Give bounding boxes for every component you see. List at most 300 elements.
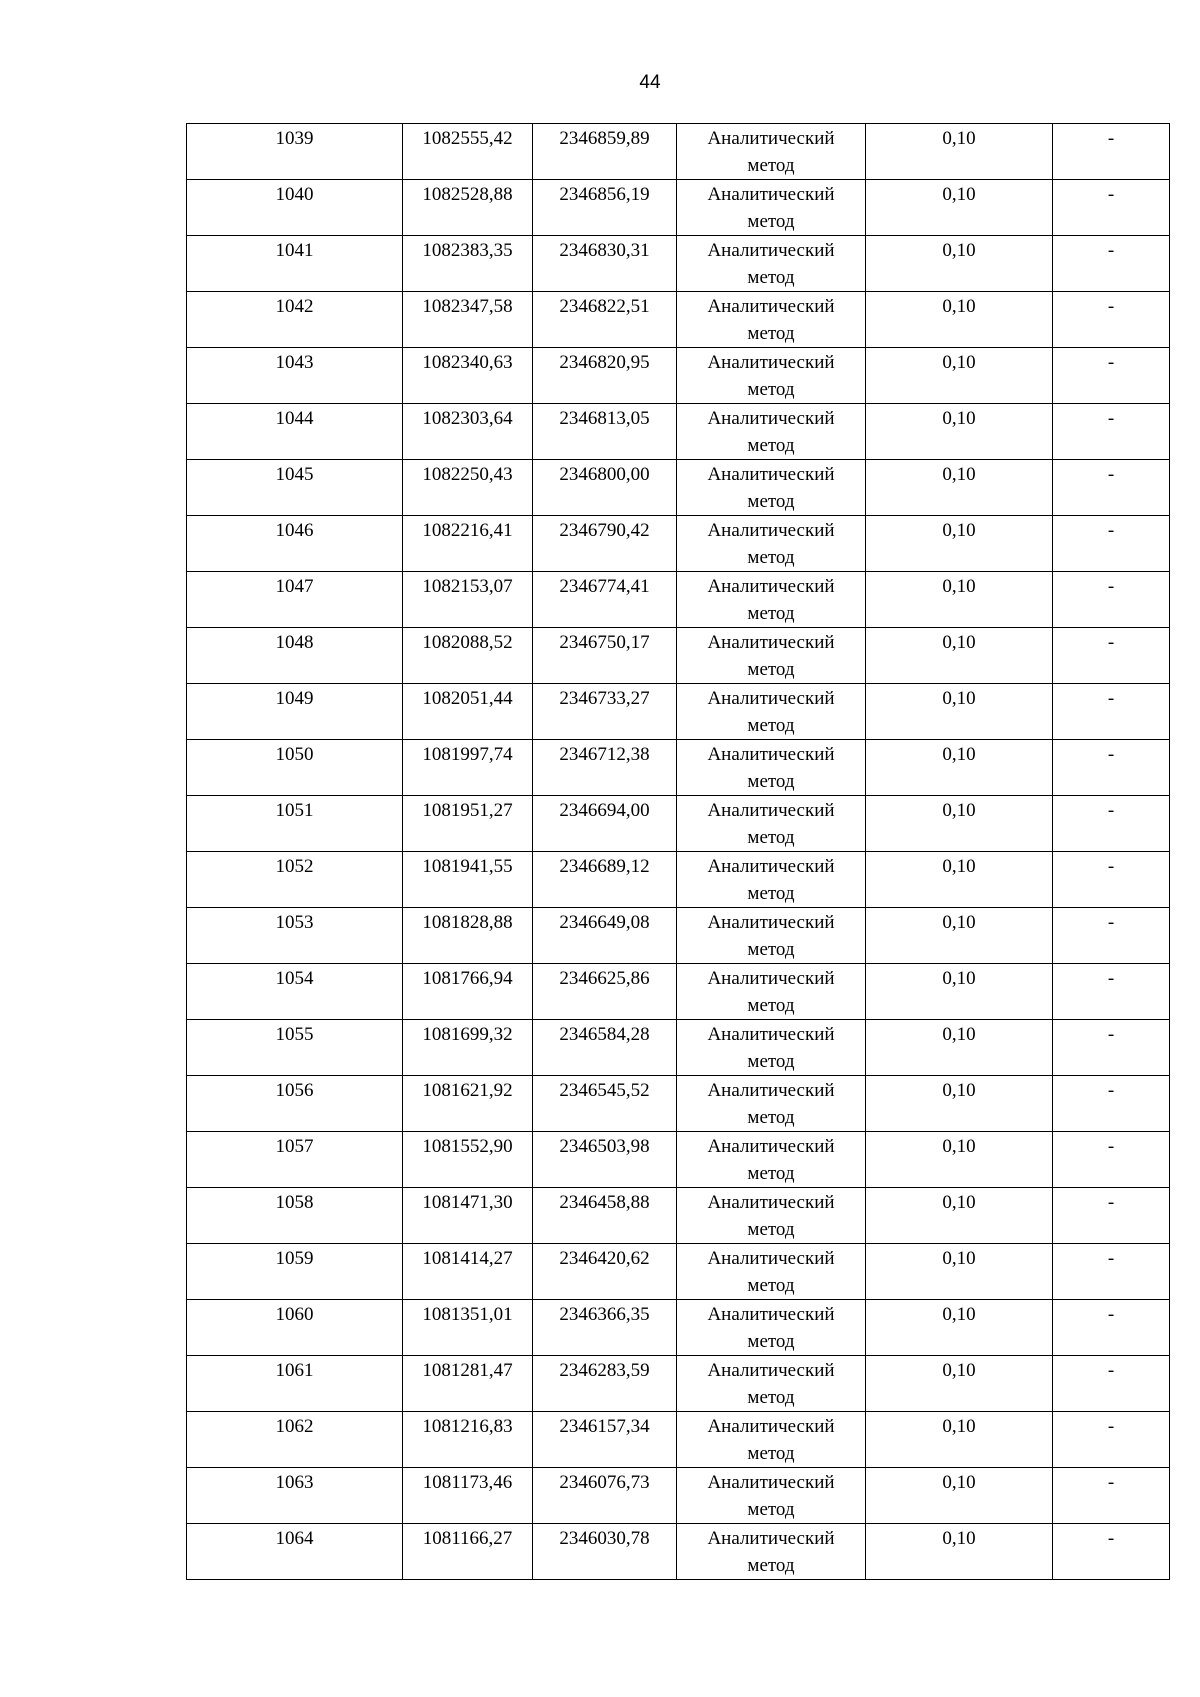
accuracy-cell — [866, 1468, 1053, 1524]
x-coordinate-text: 1081941,55 — [422, 856, 513, 877]
y-coordinate-text: 2346830,31 — [559, 240, 650, 261]
accuracy-text: 0,10 — [942, 520, 976, 541]
point-number-cell — [187, 460, 403, 516]
note-cell — [1053, 1244, 1170, 1300]
y-coordinate-cell — [533, 796, 677, 852]
y-coordinate-text: 2346813,05 — [559, 408, 650, 429]
accuracy-text: 0,10 — [942, 128, 976, 149]
accuracy-cell — [866, 1524, 1053, 1580]
method-text-line1: Аналитический — [707, 632, 835, 653]
y-coordinate-text: 2346366,35 — [559, 1304, 650, 1325]
point-number-text: 1050 — [275, 744, 314, 765]
x-coordinate-cell — [403, 1524, 533, 1580]
method-text-line2: метод — [747, 1499, 795, 1520]
x-coordinate-text: 1082216,41 — [422, 520, 513, 541]
y-coordinate-text: 2346774,41 — [559, 576, 650, 597]
x-coordinate-text: 1082303,64 — [422, 408, 513, 429]
point-number-cell — [187, 964, 403, 1020]
point-number-text: 1048 — [275, 632, 314, 653]
point-number-text: 1047 — [275, 576, 314, 597]
point-number-cell — [187, 1524, 403, 1580]
method-cell — [677, 1020, 866, 1076]
method-cell — [677, 1076, 866, 1132]
note-cell — [1053, 1412, 1170, 1468]
note-text: - — [1107, 1248, 1115, 1269]
point-number-text: 1049 — [275, 688, 314, 709]
method-cell — [677, 1244, 866, 1300]
y-coordinate-text: 2346625,86 — [559, 968, 650, 989]
x-coordinate-cell — [403, 348, 533, 404]
note-cell — [1053, 796, 1170, 852]
y-coordinate-text: 2346649,08 — [559, 912, 650, 933]
accuracy-text: 0,10 — [942, 1192, 976, 1213]
accuracy-text: 0,10 — [942, 1360, 976, 1381]
method-text-line2: метод — [747, 267, 795, 288]
x-coordinate-cell — [403, 1468, 533, 1524]
y-coordinate-cell — [533, 1468, 677, 1524]
point-number-cell — [187, 1468, 403, 1524]
method-text-line2: метод — [747, 211, 795, 232]
x-coordinate-text: 1082088,52 — [422, 632, 513, 653]
method-cell — [677, 1412, 866, 1468]
table-row — [187, 908, 1170, 964]
table-row — [187, 124, 1170, 180]
x-coordinate-text: 1082153,07 — [422, 576, 513, 597]
y-coordinate-cell — [533, 348, 677, 404]
note-text: - — [1107, 128, 1115, 149]
x-coordinate-text: 1081414,27 — [422, 1248, 513, 1269]
x-coordinate-text: 1082555,42 — [422, 128, 513, 149]
note-text: - — [1107, 1416, 1115, 1437]
point-number-cell — [187, 124, 403, 180]
note-cell — [1053, 1356, 1170, 1412]
accuracy-text: 0,10 — [942, 1248, 976, 1269]
accuracy-cell — [866, 684, 1053, 740]
point-number-cell — [187, 1412, 403, 1468]
x-coordinate-text: 1081699,32 — [422, 1024, 513, 1045]
x-coordinate-cell — [403, 1132, 533, 1188]
y-coordinate-text: 2346790,42 — [559, 520, 650, 541]
method-text-line2: метод — [747, 491, 795, 512]
method-text-line1: Аналитический — [707, 1024, 835, 1045]
accuracy-text: 0,10 — [942, 576, 976, 597]
point-number-cell — [187, 516, 403, 572]
note-text: - — [1107, 1304, 1115, 1325]
table-row — [187, 740, 1170, 796]
note-cell — [1053, 628, 1170, 684]
accuracy-text: 0,10 — [942, 688, 976, 709]
table-row — [187, 1188, 1170, 1244]
y-coordinate-cell — [533, 516, 677, 572]
method-cell — [677, 1132, 866, 1188]
accuracy-cell — [866, 740, 1053, 796]
method-text-line1: Аналитический — [707, 912, 835, 933]
point-number-text: 1056 — [275, 1080, 314, 1101]
table-row — [187, 1356, 1170, 1412]
accuracy-cell — [866, 460, 1053, 516]
x-coordinate-cell — [403, 1300, 533, 1356]
x-coordinate-text: 1082347,58 — [422, 296, 513, 317]
y-coordinate-text: 2346689,12 — [559, 856, 650, 877]
method-text-line1: Аналитический — [707, 408, 835, 429]
accuracy-text: 0,10 — [942, 856, 976, 877]
table-row — [187, 796, 1170, 852]
note-cell — [1053, 684, 1170, 740]
note-cell — [1053, 1300, 1170, 1356]
method-text-line1: Аналитический — [707, 1080, 835, 1101]
accuracy-text: 0,10 — [942, 1080, 976, 1101]
accuracy-cell — [866, 964, 1053, 1020]
y-coordinate-text: 2346822,51 — [559, 296, 650, 317]
note-text: - — [1107, 1360, 1115, 1381]
accuracy-text: 0,10 — [942, 912, 976, 933]
method-cell — [677, 460, 866, 516]
accuracy-text: 0,10 — [942, 1136, 976, 1157]
method-text-line2: метод — [747, 1275, 795, 1296]
method-text-line1: Аналитический — [707, 352, 835, 373]
method-text-line1: Аналитический — [707, 520, 835, 541]
method-text-line2: метод — [747, 1387, 795, 1408]
point-number-text: 1044 — [275, 408, 314, 429]
x-coordinate-cell — [403, 852, 533, 908]
note-cell — [1053, 908, 1170, 964]
x-coordinate-cell — [403, 124, 533, 180]
y-coordinate-text: 2346733,27 — [559, 688, 650, 709]
x-coordinate-cell — [403, 964, 533, 1020]
method-text-line1: Аналитический — [707, 240, 835, 261]
point-number-text: 1046 — [275, 520, 314, 541]
method-cell — [677, 1468, 866, 1524]
accuracy-text: 0,10 — [942, 632, 976, 653]
method-text-line1: Аналитический — [707, 576, 835, 597]
y-coordinate-cell — [533, 1132, 677, 1188]
x-coordinate-text: 1082528,88 — [422, 184, 513, 205]
note-cell — [1053, 404, 1170, 460]
point-number-text: 1045 — [275, 464, 314, 485]
method-cell — [677, 1188, 866, 1244]
note-text: - — [1107, 296, 1115, 317]
point-number-cell — [187, 1076, 403, 1132]
x-coordinate-cell — [403, 236, 533, 292]
table-row — [187, 348, 1170, 404]
note-cell — [1053, 1076, 1170, 1132]
point-number-cell — [187, 572, 403, 628]
point-number-cell — [187, 236, 403, 292]
method-text-line2: метод — [747, 155, 795, 176]
method-cell — [677, 516, 866, 572]
y-coordinate-cell — [533, 1020, 677, 1076]
method-cell — [677, 180, 866, 236]
point-number-cell — [187, 852, 403, 908]
accuracy-text: 0,10 — [942, 184, 976, 205]
accuracy-cell — [866, 1356, 1053, 1412]
x-coordinate-cell — [403, 684, 533, 740]
accuracy-cell — [866, 292, 1053, 348]
point-number-text: 1062 — [275, 1416, 314, 1437]
method-text-line2: метод — [747, 659, 795, 680]
x-coordinate-text: 1082051,44 — [422, 688, 513, 709]
method-text-line1: Аналитический — [707, 1528, 835, 1549]
point-number-text: 1054 — [275, 968, 314, 989]
note-text: - — [1107, 1080, 1115, 1101]
point-number-text: 1040 — [275, 184, 314, 205]
table-row — [187, 404, 1170, 460]
table-row — [187, 292, 1170, 348]
point-number-cell — [187, 684, 403, 740]
point-number-text: 1061 — [275, 1360, 314, 1381]
note-text: - — [1107, 912, 1115, 933]
accuracy-text: 0,10 — [942, 352, 976, 373]
y-coordinate-cell — [533, 964, 677, 1020]
y-coordinate-cell — [533, 1412, 677, 1468]
method-text-line1: Аналитический — [707, 1472, 835, 1493]
x-coordinate-cell — [403, 180, 533, 236]
accuracy-cell — [866, 1132, 1053, 1188]
x-coordinate-text: 1082250,43 — [422, 464, 513, 485]
x-coordinate-text: 1081951,27 — [422, 800, 513, 821]
x-coordinate-cell — [403, 1076, 533, 1132]
y-coordinate-cell — [533, 740, 677, 796]
x-coordinate-text: 1081471,30 — [422, 1192, 513, 1213]
note-cell — [1053, 292, 1170, 348]
accuracy-cell — [866, 516, 1053, 572]
y-coordinate-cell — [533, 1300, 677, 1356]
accuracy-text: 0,10 — [942, 408, 976, 429]
method-text-line2: метод — [747, 883, 795, 904]
x-coordinate-text: 1081281,47 — [422, 1360, 513, 1381]
method-text-line2: метод — [747, 1051, 795, 1072]
table-row — [187, 516, 1170, 572]
method-text-line1: Аналитический — [707, 688, 835, 709]
table-row — [187, 852, 1170, 908]
x-coordinate-cell — [403, 292, 533, 348]
accuracy-text: 0,10 — [942, 464, 976, 485]
method-text-line1: Аналитический — [707, 856, 835, 877]
y-coordinate-cell — [533, 1076, 677, 1132]
note-text: - — [1107, 688, 1115, 709]
accuracy-cell — [866, 796, 1053, 852]
y-coordinate-text: 2346712,38 — [559, 744, 650, 765]
note-cell — [1053, 1468, 1170, 1524]
method-text-line2: метод — [747, 435, 795, 456]
point-number-cell — [187, 628, 403, 684]
y-coordinate-cell — [533, 460, 677, 516]
y-coordinate-text: 2346076,73 — [559, 1472, 650, 1493]
point-number-cell — [187, 404, 403, 460]
y-coordinate-cell — [533, 1356, 677, 1412]
point-number-text: 1041 — [275, 240, 314, 261]
table-row — [187, 460, 1170, 516]
method-text-line2: метод — [747, 323, 795, 344]
x-coordinate-cell — [403, 740, 533, 796]
method-text-line1: Аналитический — [707, 128, 835, 149]
point-number-text: 1053 — [275, 912, 314, 933]
accuracy-text: 0,10 — [942, 1416, 976, 1437]
method-text-line1: Аналитический — [707, 296, 835, 317]
table-row — [187, 572, 1170, 628]
y-coordinate-cell — [533, 572, 677, 628]
point-number-text: 1051 — [275, 800, 314, 821]
y-coordinate-cell — [533, 1524, 677, 1580]
accuracy-cell — [866, 1188, 1053, 1244]
point-number-text: 1057 — [275, 1136, 314, 1157]
accuracy-text: 0,10 — [942, 800, 976, 821]
note-text: - — [1107, 800, 1115, 821]
accuracy-text: 0,10 — [942, 1024, 976, 1045]
y-coordinate-text: 2346800,00 — [559, 464, 650, 485]
method-cell — [677, 796, 866, 852]
point-number-text: 1060 — [275, 1304, 314, 1325]
y-coordinate-text: 2346750,17 — [559, 632, 650, 653]
point-number-text: 1039 — [275, 128, 314, 149]
y-coordinate-cell — [533, 1188, 677, 1244]
accuracy-cell — [866, 628, 1053, 684]
method-text-line2: метод — [747, 1443, 795, 1464]
method-cell — [677, 740, 866, 796]
x-coordinate-cell — [403, 1188, 533, 1244]
x-coordinate-cell — [403, 1244, 533, 1300]
note-text: - — [1107, 576, 1115, 597]
accuracy-cell — [866, 1244, 1053, 1300]
method-text-line2: метод — [747, 995, 795, 1016]
x-coordinate-text: 1081351,01 — [422, 1304, 513, 1325]
table-row — [187, 1300, 1170, 1356]
note-cell — [1053, 572, 1170, 628]
method-text-line2: метод — [747, 715, 795, 736]
method-text-line1: Аналитический — [707, 744, 835, 765]
accuracy-cell — [866, 1020, 1053, 1076]
y-coordinate-text: 2346545,52 — [559, 1080, 650, 1101]
method-text-line2: метод — [747, 1331, 795, 1352]
accuracy-cell — [866, 1300, 1053, 1356]
note-cell — [1053, 852, 1170, 908]
y-coordinate-text: 2346458,88 — [559, 1192, 650, 1213]
method-text-line2: метод — [747, 547, 795, 568]
x-coordinate-text: 1081216,83 — [422, 1416, 513, 1437]
method-cell — [677, 852, 866, 908]
table-row — [187, 1132, 1170, 1188]
x-coordinate-text: 1081997,74 — [422, 744, 513, 765]
point-number-text: 1055 — [275, 1024, 314, 1045]
x-coordinate-cell — [403, 404, 533, 460]
coordinates-table — [186, 123, 1170, 1580]
note-cell — [1053, 180, 1170, 236]
note-cell — [1053, 236, 1170, 292]
coordinates-table-body — [187, 124, 1170, 1580]
method-cell — [677, 348, 866, 404]
y-coordinate-text: 2346584,28 — [559, 1024, 650, 1045]
method-cell — [677, 1524, 866, 1580]
method-cell — [677, 572, 866, 628]
x-coordinate-cell — [403, 1356, 533, 1412]
x-coordinate-text: 1081552,90 — [422, 1136, 513, 1157]
method-text-line2: метод — [747, 1219, 795, 1240]
point-number-text: 1059 — [275, 1248, 314, 1269]
y-coordinate-cell — [533, 1244, 677, 1300]
x-coordinate-text: 1082383,35 — [422, 240, 513, 261]
accuracy-text: 0,10 — [942, 744, 976, 765]
point-number-cell — [187, 1132, 403, 1188]
y-coordinate-cell — [533, 292, 677, 348]
method-text-line2: метод — [747, 939, 795, 960]
method-cell — [677, 236, 866, 292]
x-coordinate-cell — [403, 1020, 533, 1076]
note-cell — [1053, 1524, 1170, 1580]
note-text: - — [1107, 1136, 1115, 1157]
point-number-text: 1043 — [275, 352, 314, 373]
method-text-line2: метод — [747, 771, 795, 792]
method-text-line2: метод — [747, 827, 795, 848]
table-row — [187, 1524, 1170, 1580]
accuracy-text: 0,10 — [942, 296, 976, 317]
x-coordinate-text: 1081766,94 — [422, 968, 513, 989]
method-text-line1: Аналитический — [707, 1192, 835, 1213]
point-number-text: 1052 — [275, 856, 314, 877]
note-text: - — [1107, 968, 1115, 989]
method-cell — [677, 684, 866, 740]
method-text-line1: Аналитический — [707, 184, 835, 205]
page-number: 44 — [639, 72, 661, 93]
x-coordinate-cell — [403, 1412, 533, 1468]
note-cell — [1053, 124, 1170, 180]
point-number-cell — [187, 908, 403, 964]
y-coordinate-cell — [533, 684, 677, 740]
table-row — [187, 964, 1170, 1020]
note-cell — [1053, 348, 1170, 404]
accuracy-cell — [866, 1412, 1053, 1468]
y-coordinate-cell — [533, 908, 677, 964]
method-text-line2: метод — [747, 379, 795, 400]
method-text-line1: Аналитический — [707, 1416, 835, 1437]
x-coordinate-text: 1081173,46 — [422, 1472, 513, 1493]
note-text: - — [1107, 1192, 1115, 1213]
note-text: - — [1107, 352, 1115, 373]
point-number-cell — [187, 292, 403, 348]
note-cell — [1053, 740, 1170, 796]
x-coordinate-cell — [403, 460, 533, 516]
method-cell — [677, 404, 866, 460]
y-coordinate-cell — [533, 852, 677, 908]
point-number-cell — [187, 1300, 403, 1356]
point-number-cell — [187, 1188, 403, 1244]
y-coordinate-cell — [533, 628, 677, 684]
accuracy-text: 0,10 — [942, 240, 976, 261]
note-text: - — [1107, 1024, 1115, 1045]
method-text-line1: Аналитический — [707, 800, 835, 821]
table-row — [187, 684, 1170, 740]
accuracy-cell — [866, 124, 1053, 180]
method-text-line1: Аналитический — [707, 1304, 835, 1325]
note-cell — [1053, 516, 1170, 572]
table-row — [187, 1468, 1170, 1524]
accuracy-text: 0,10 — [942, 1528, 976, 1549]
point-number-text: 1063 — [275, 1472, 314, 1493]
table-row — [187, 1020, 1170, 1076]
method-cell — [677, 628, 866, 684]
method-text-line1: Аналитический — [707, 464, 835, 485]
note-cell — [1053, 964, 1170, 1020]
y-coordinate-text: 2346694,00 — [559, 800, 650, 821]
method-text-line2: метод — [747, 1107, 795, 1128]
note-text: - — [1107, 856, 1115, 877]
x-coordinate-cell — [403, 796, 533, 852]
method-cell — [677, 908, 866, 964]
x-coordinate-text: 1081828,88 — [422, 912, 513, 933]
accuracy-cell — [866, 572, 1053, 628]
method-cell — [677, 964, 866, 1020]
method-text-line1: Аналитический — [707, 1360, 835, 1381]
y-coordinate-text: 2346820,95 — [559, 352, 650, 373]
